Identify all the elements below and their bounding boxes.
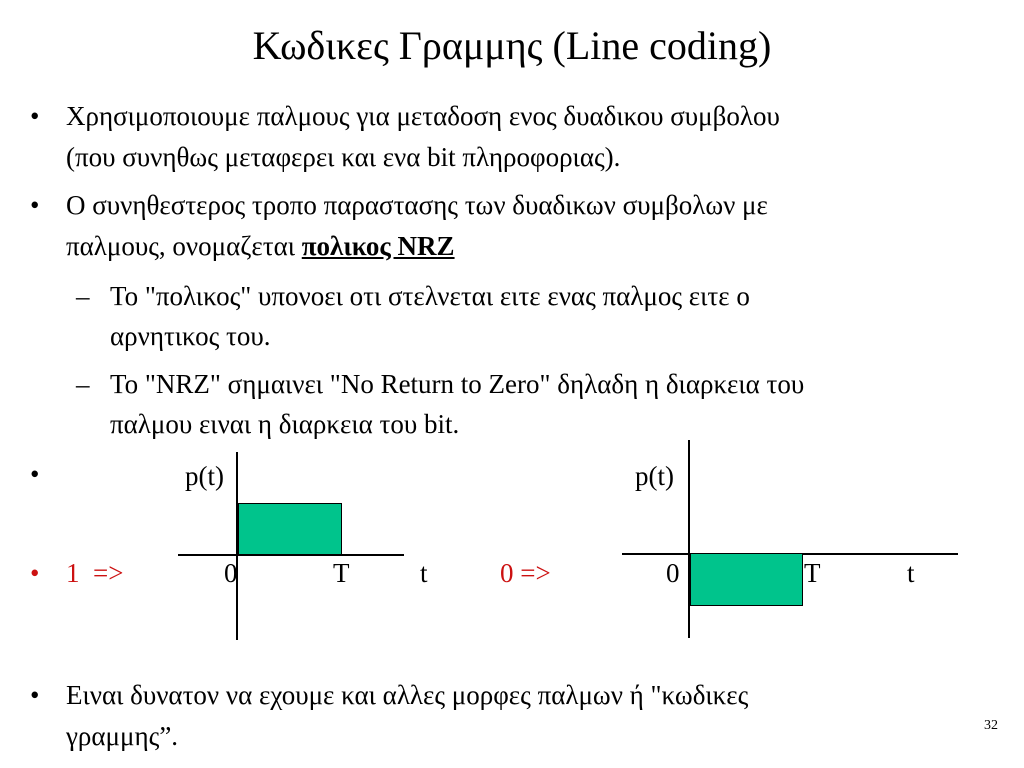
bullet-5-line-1: Ειναι δυνατον να εχουμε και αλλες μορφες παλμων ή "κωδικες bbox=[66, 680, 749, 710]
period-label: T bbox=[804, 558, 821, 588]
bullet-1-line-1: Χρησιμοποιουμε παλμους για μεταδοση ενος δυαδικου συμβολου bbox=[66, 101, 780, 131]
origin-label: 0 bbox=[224, 558, 238, 588]
y-axis-label: p(t) bbox=[635, 461, 674, 491]
origin-label: 0 bbox=[666, 558, 680, 588]
bullet-1-line-2: (που συνηθως μεταφερει και ενα bit πληροφοριας). bbox=[66, 142, 621, 172]
bullet-2-text: παλμους, ονομαζεται bbox=[66, 231, 302, 261]
period-label: T bbox=[333, 558, 350, 588]
time-axis-label: t bbox=[907, 558, 915, 588]
positive-pulse bbox=[238, 503, 342, 555]
slide-title: Κωδικες Γραμμης (Line coding) bbox=[252, 23, 772, 68]
y-axis bbox=[688, 440, 690, 638]
symbol-zero-label: 0 => bbox=[500, 558, 551, 588]
polar-nrz-term: πολικος NRZ bbox=[301, 231, 455, 261]
bullet-marker: • bbox=[30, 190, 40, 220]
sub-bullet-2-line-2: παλμου ειναι η διαρκεια του bit. bbox=[110, 409, 460, 439]
bullet-5-line-2: γραμμης”. bbox=[66, 721, 179, 751]
sub-bullet-marker: – bbox=[76, 369, 90, 399]
sub-bullet-1-line-1: Το "πολικος" υπονοει οτι στελνεται ειτε ενας παλμος ειτε ο bbox=[110, 281, 750, 311]
bullet-marker: • bbox=[30, 558, 40, 588]
bullet-marker: • bbox=[30, 101, 40, 131]
bullet-marker: • bbox=[30, 459, 40, 489]
bullet-2-line-2 bbox=[66, 228, 455, 264]
symbol-one-label: 1 => bbox=[66, 558, 124, 588]
y-axis-label: p(t) bbox=[185, 461, 224, 491]
sub-bullet-2-line-1: Το "NRZ" σημαινει "No Return to Zero" δηλαδη η διαρκεια του bbox=[110, 369, 805, 399]
page-number: 32 bbox=[984, 718, 998, 733]
bullet-2-line-1: Ο συνηθεστερος τροπο παραστασης των δυαδικων συμβολων με bbox=[66, 190, 768, 220]
bullet-marker: • bbox=[30, 680, 40, 710]
time-axis-label: t bbox=[420, 558, 428, 588]
negative-pulse bbox=[690, 553, 803, 606]
sub-bullet-marker: – bbox=[76, 281, 90, 311]
sub-bullet-1-line-2: αρνητικος του. bbox=[110, 321, 271, 351]
